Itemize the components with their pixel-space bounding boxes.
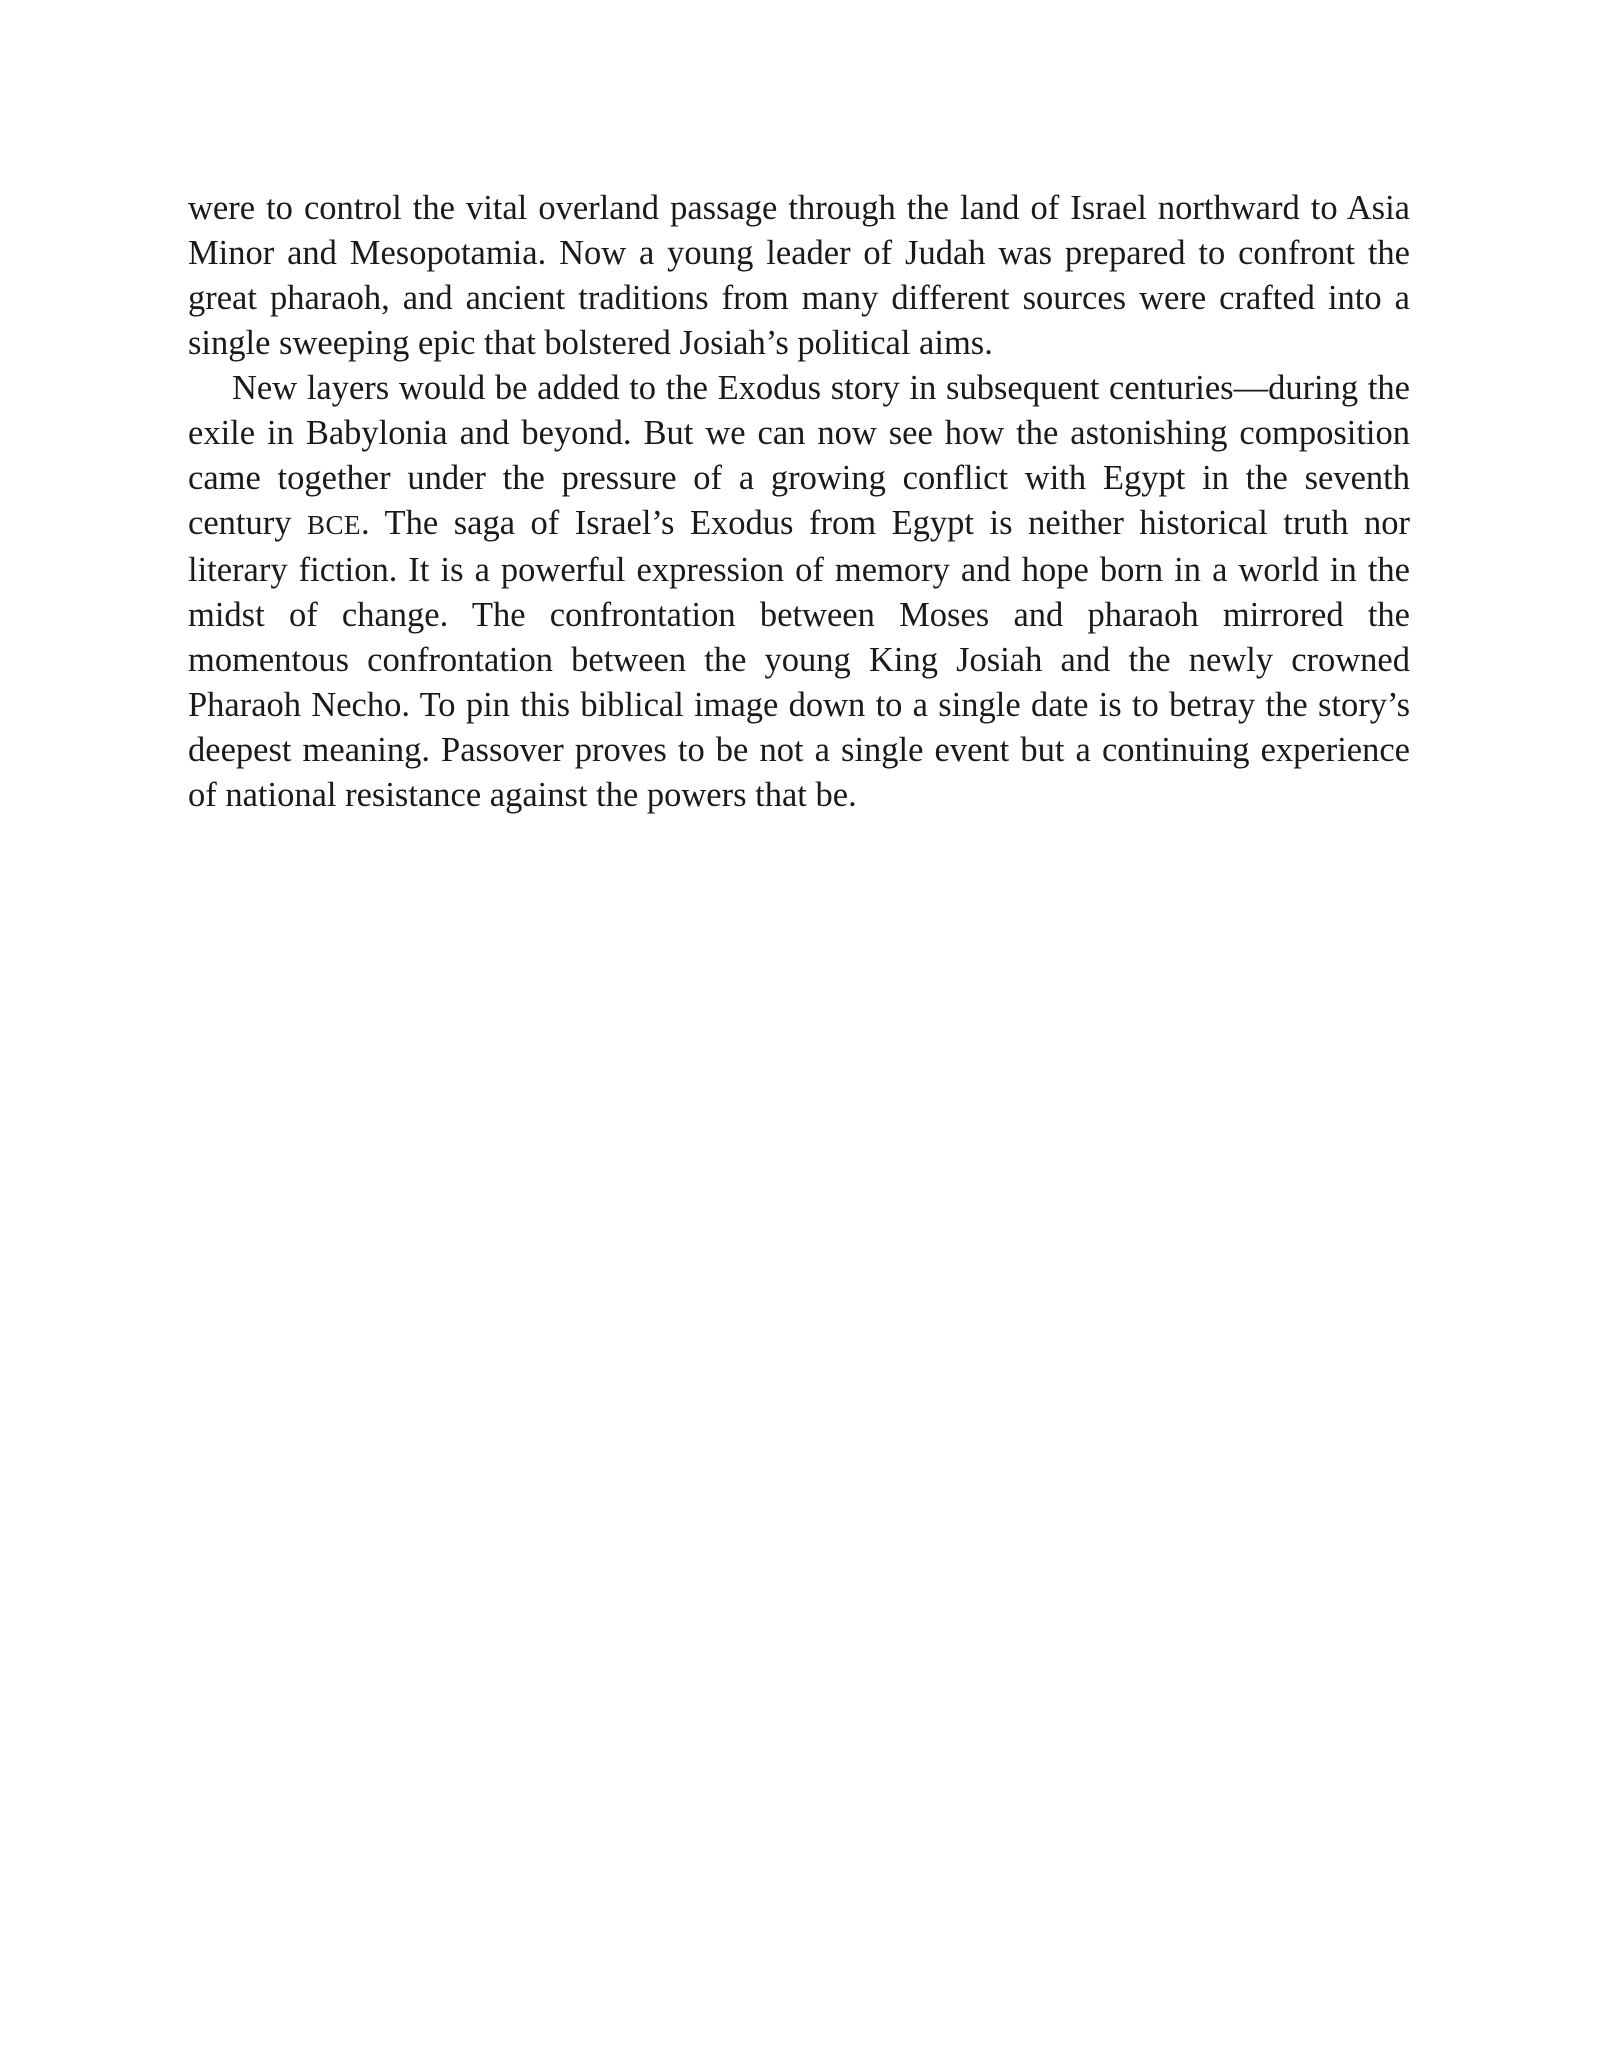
body-text	[188, 186, 1410, 818]
era-abbreviation: BCE	[306, 510, 361, 540]
paragraph-text-start: New layers would be added to the Exodus story in subsequent centuries—during the exile in Babylonia and beyond. But we can now see how the astonishing composition came together under the pressure of a growing conflict with Egypt in the seventh century	[188, 369, 1410, 542]
paragraph-text-end: . The saga of Israel’s Exodus from Egypt is neither historical truth nor literary fiction. It is a powerful expression of memory and hope born in a world in the midst of change. The confrontation between Moses and pharaoh mirrored the momentous confrontation between the young King Josiah and the newly crowned Pharaoh Necho. To pin this biblical image down to a single date is to betray the story’s deepest meaning. Passover proves to be not a single event but a continuing experience of national resistance against the powers that be.	[188, 504, 1410, 814]
paragraph-exodus-conclusion	[188, 366, 1410, 818]
paragraph-continuation: were to control the vital overland passage through the land of Israel northward to Asia Minor and Mesopotamia. Now a young leader of Judah was prepared to confront the great pharaoh, and ancient traditions from many different sources were crafted into a single sweeping epic that bolstered Josiah’s political aims.	[188, 189, 1410, 362]
